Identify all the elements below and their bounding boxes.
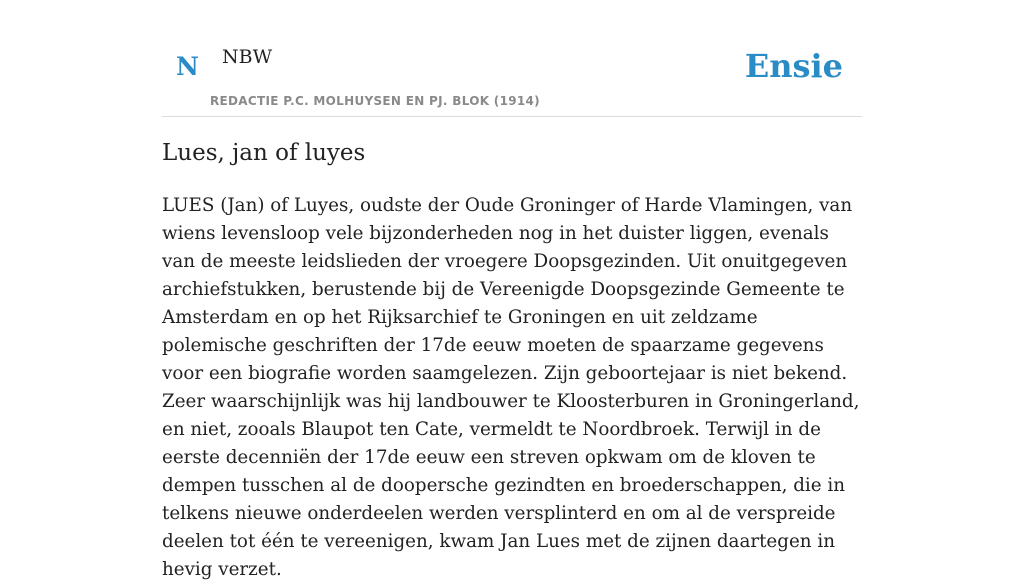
- header: [162, 0, 862, 117]
- page: [162, 0, 862, 580]
- source-credit: REDACTIE P.C. MOLHUYSEN EN PJ. BLOK (1914): [210, 94, 540, 108]
- article-body: LUES (Jan) of Luyes, oudste der Oude Groninger of Harde Vlamingen, van wiens levensloop vele bijzonderheden nog in het duister liggen, evenals van de meeste leidslieden der vroegere Doopsgezinden. Uit onuitgegeven archiefstukken, berustende bij de Vereenigde Doopsgezinde Gemeente te Amsterdam en op het Rijksarchief te Groningen en uit zeldzame polemische geschriften der 17de eeuw moeten de spaarzame gegevens voor een biografie worden saamgelezen. Zijn geboortejaar is niet bekend. Zeer waarschijnlijk was hij landbouwer te Kloosterburen in Groningerland, en niet, zooals Blaupot ten Cate, vermeldt te Noordbroek. Terwijl in de eerste decenniën der 17de eeuw een streven opkwam om de kloven te dempen tusschen al de doopersche gezindten en broederschappen, die in telkens nieuwe onderdeelen werden versplinterd en om al de verspreide deelen tot één te vereenigen, kwam Jan Lues met de zijnen daartegen in hevig verzet.: [162, 195, 860, 580]
- brand-logo[interactable]: Ensie: [744, 47, 843, 85]
- article-title: Lues, jan of luyes: [162, 140, 366, 166]
- source-logo[interactable]: N: [176, 52, 199, 81]
- source-name[interactable]: NBW: [222, 46, 273, 68]
